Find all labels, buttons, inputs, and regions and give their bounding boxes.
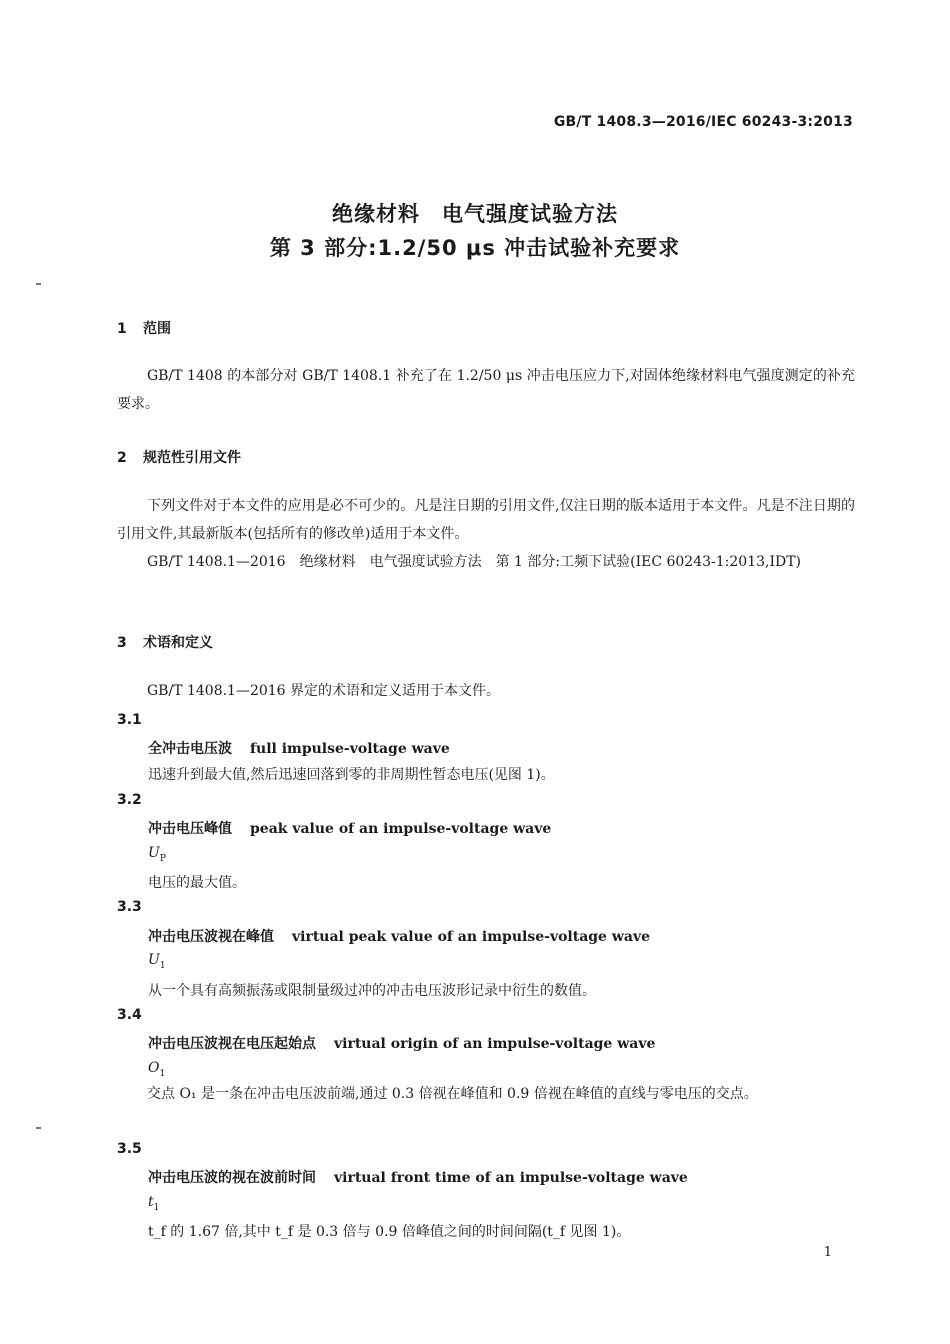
term-en: virtual peak value of an impulse-voltage wave xyxy=(292,929,651,945)
term-heading xyxy=(148,738,450,758)
scan-mark xyxy=(36,283,41,285)
section-number: 1 xyxy=(117,321,127,337)
term-definition: 电压的最大值。 xyxy=(148,875,246,891)
term-symbol xyxy=(148,845,166,864)
term-heading xyxy=(148,818,551,838)
term-heading xyxy=(148,926,650,946)
section-title: 范围 xyxy=(143,321,171,337)
section-heading-scope xyxy=(117,318,171,338)
symbol-letter: U xyxy=(148,952,160,968)
term-symbol xyxy=(148,1060,165,1079)
term-zh: 冲击电压波的视在波前时间 xyxy=(148,1170,316,1186)
term-zh: 冲击电压波视在电压起始点 xyxy=(148,1036,316,1052)
term-zh: 冲击电压波视在峰值 xyxy=(148,929,274,945)
section-heading-terms xyxy=(117,632,213,652)
term-number: 3.5 xyxy=(117,1141,142,1157)
symbol-subscript: P xyxy=(159,853,166,864)
term-definition: t_f 的 1.67 倍,其中 t_f 是 0.3 倍与 0.9 倍峰值之间的时间间隔(t_f 见图 1)。 xyxy=(148,1224,631,1240)
standard-number: GB/T 1408.3—2016/IEC 60243-3:2013 xyxy=(553,114,853,130)
symbol-letter: U xyxy=(148,845,160,861)
term-definition: 迅速升到最大值,然后迅速回落到零的非周期性暂态电压(见图 1)。 xyxy=(148,767,555,783)
references-paragraph: 下列文件对于本文件的应用是必不可少的。凡是注日期的引用文件,仅注日期的版本适用于本文件。凡是不注日期的引用文件,其最新版本(包括所有的修改单)适用于本文件。 xyxy=(117,498,855,542)
symbol-subscript: 1 xyxy=(159,960,166,971)
term-definition: 交点 O₁ 是一条在冲击电压波前端,通过 0.3 倍视在峰值和 0.9 倍视在峰值的直线与零电压的交点。 xyxy=(147,1086,758,1102)
term-en: peak value of an impulse-voltage wave xyxy=(250,821,552,837)
section-title: 术语和定义 xyxy=(143,635,213,651)
term-en: virtual origin of an impulse-voltage wave xyxy=(334,1036,656,1052)
term-en: full impulse-voltage wave xyxy=(250,741,450,757)
section-number: 2 xyxy=(117,450,127,466)
scope-paragraph: GB/T 1408 的本部分对 GB/T 1408.1 补充了在 1.2/50 μs 冲击电压应力下,对固体绝缘材料电气强度测定的补充要求。 xyxy=(117,368,855,412)
term-number: 3.3 xyxy=(117,899,142,915)
symbol-subscript: 1 xyxy=(153,1202,160,1213)
term-symbol xyxy=(148,952,166,971)
page-number: 1 xyxy=(823,1245,832,1260)
term-symbol xyxy=(148,1194,159,1213)
term-number: 3.2 xyxy=(117,792,142,808)
symbol-letter: t xyxy=(148,1194,154,1210)
term-heading xyxy=(148,1167,688,1187)
section-title: 规范性引用文件 xyxy=(143,450,241,466)
term-heading xyxy=(148,1033,655,1053)
term-zh: 冲击电压峰值 xyxy=(148,821,232,837)
terms-paragraph: GB/T 1408.1—2016 界定的术语和定义适用于本文件。 xyxy=(147,683,501,699)
scan-mark xyxy=(36,1127,41,1129)
title-line-2: 第 3 部分:1.2/50 μs 冲击试验补充要求 xyxy=(269,236,681,260)
term-number: 3.4 xyxy=(117,1007,142,1023)
term-zh: 全冲击电压波 xyxy=(148,741,232,757)
reference-entry: GB/T 1408.1—2016 绝缘材料 电气强度试验方法 第 1 部分:工频下试验(IEC 60243-1:2013,IDT) xyxy=(147,554,802,570)
title-line-1: 绝缘材料 电气强度试验方法 xyxy=(332,202,618,226)
symbol-letter: O xyxy=(148,1060,160,1076)
symbol-subscript: 1 xyxy=(159,1068,166,1079)
term-number: 3.1 xyxy=(117,712,142,728)
term-en: virtual front time of an impulse-voltage wave xyxy=(334,1170,688,1186)
term-definition: 从一个具有高频振荡或限制量级过冲的冲击电压波形记录中衍生的数值。 xyxy=(148,983,596,999)
section-heading-normative-references xyxy=(117,447,241,467)
section-number: 3 xyxy=(117,635,127,651)
